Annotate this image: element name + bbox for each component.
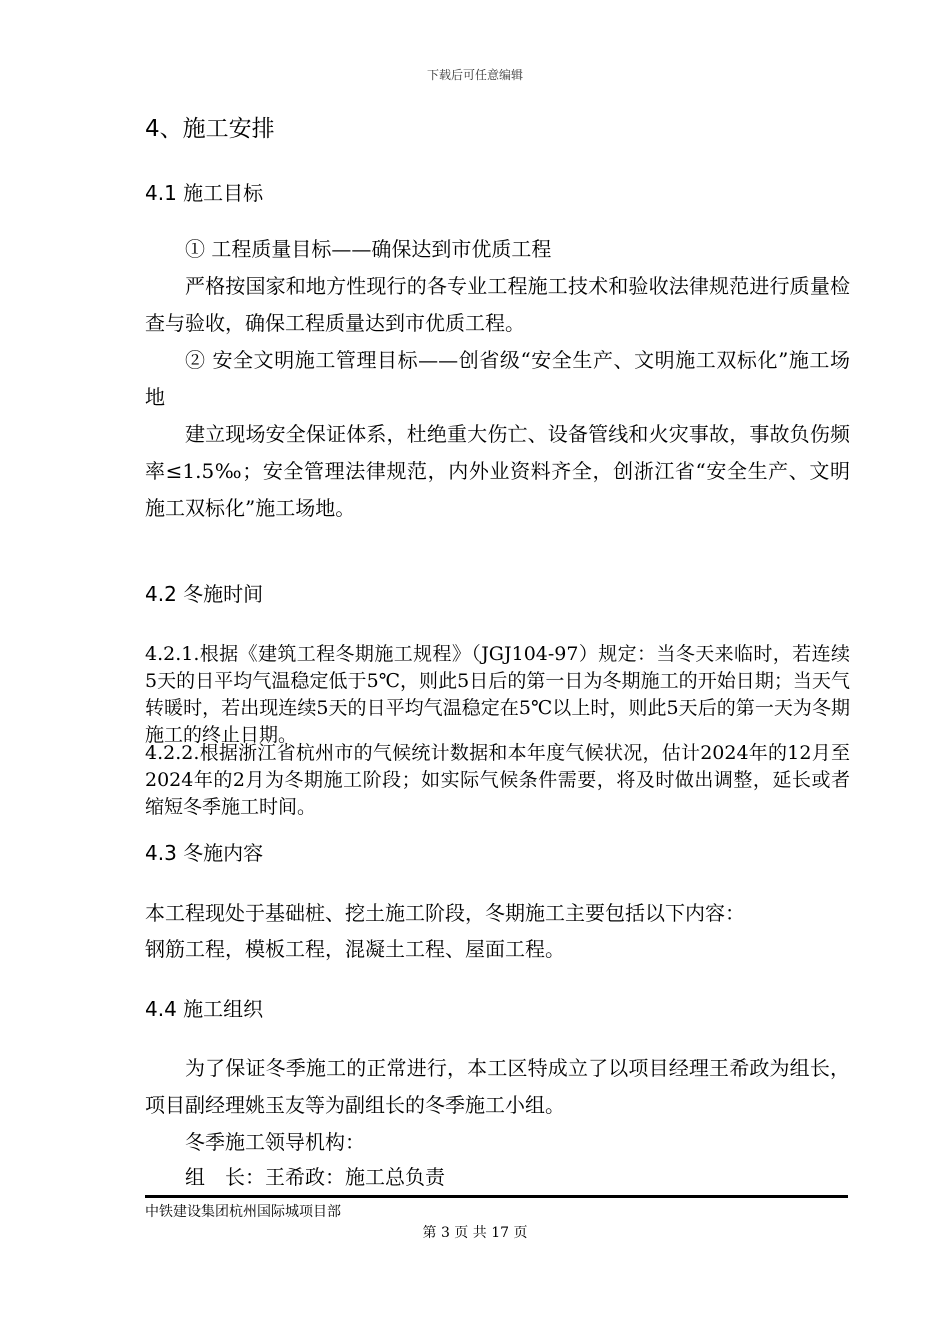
footer-organization: 中铁建设集团杭州国际城项目部 bbox=[145, 1204, 341, 1220]
header-note: 下载后可任意编辑 bbox=[426, 68, 523, 82]
safety-goal-title: ② 安全文明施工管理目标——创省级“安全生产、文明施工双标化”施工场地 bbox=[145, 348, 850, 409]
time-heading: 4.2 冬施时间 bbox=[145, 582, 264, 606]
goal-heading: 4.1 施工目标 bbox=[145, 181, 264, 205]
quality-goal-title: ① 工程质量目标——确保达到市优质工程 bbox=[185, 237, 552, 261]
quality-goal-body: 严格按国家和地方性现行的各专业工程施工技术和验收法律规范进行质量检查与验收，确保工程质量达到市优质工程。 bbox=[145, 274, 850, 335]
section-title: 4、施工安排 bbox=[145, 116, 275, 142]
org-heading: 4.4 施工组织 bbox=[145, 997, 264, 1021]
content-heading: 4.3 冬施内容 bbox=[145, 841, 264, 865]
content-paragraph-2: 钢筋工程，模板工程，混凝土工程、屋面工程。 bbox=[145, 937, 565, 961]
footer-divider bbox=[145, 1195, 848, 1198]
org-paragraph-2: 冬季施工领导机构： bbox=[185, 1130, 365, 1154]
safety-goal-body: 建立现场安全保证体系，杜绝重大伤亡、设备管线和火灾事故，事故负伤频率≤1.5‰；安全管理法律规范，内外业资料齐全，创浙江省“安全生产、文明施工双标化”施工场地。 bbox=[145, 422, 850, 520]
time-paragraph-2: 4.2.2.根据浙江省杭州市的气候统计数据和本年度气候状况，估计2024年的12月至2024年的2月为冬期施工阶段；如实际气候条件需要，将及时做出调整，延长或者缩短冬季施工时间。 bbox=[145, 742, 850, 818]
footer-page-number: 第 3 页 共 17 页 bbox=[422, 1225, 528, 1241]
org-paragraph-3: 组 长：王希政：施工总负责 bbox=[185, 1165, 445, 1189]
org-paragraph-1: 为了保证冬季施工的正常进行，本工区特成立了以项目经理王希政为组长，项目副经理姚玉友等为副组长的冬季施工小组。 bbox=[145, 1056, 850, 1117]
time-paragraph-1: 4.2.1.根据《建筑工程冬期施工规程》（JGJ104-97）规定：当冬天来临时，若连续5天的日平均气温稳定低于5℃，则此5日后的第一日为冬期施工的开始日期；当天气转暖时，若出现连续5天的日平均气温稳定在5℃以上时，则此5天后的第一天为冬期施工的终止日期。 bbox=[145, 643, 850, 746]
content-paragraph-1: 本工程现处于基础桩、挖土施工阶段，冬期施工主要包括以下内容： bbox=[145, 901, 745, 925]
